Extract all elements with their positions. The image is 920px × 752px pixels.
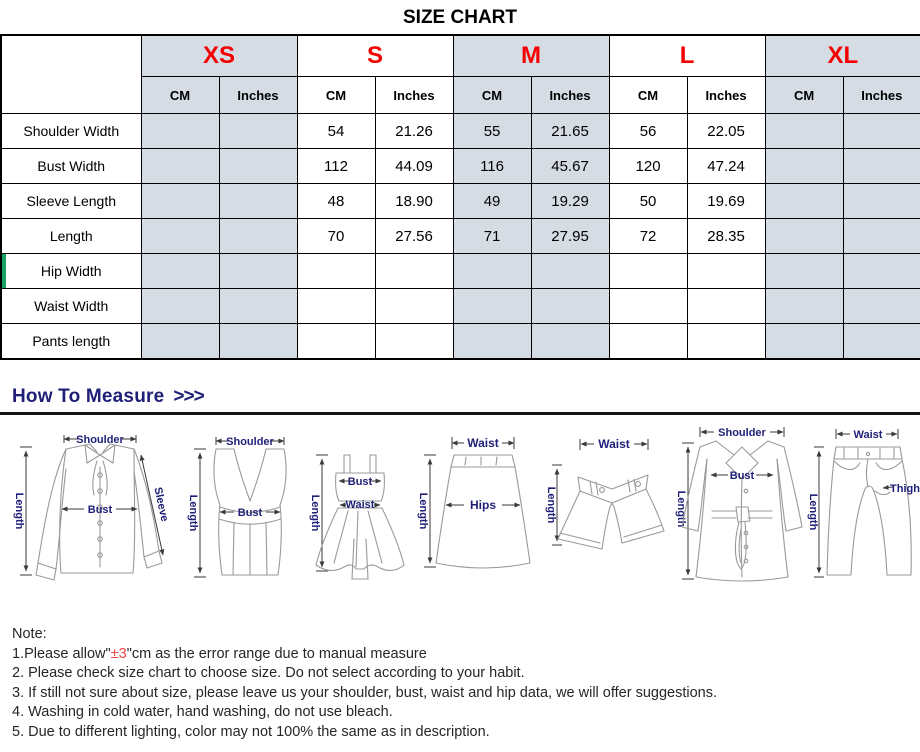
- row-label: Bust Width: [1, 149, 141, 184]
- table-cell: 27.95: [531, 219, 609, 254]
- table-cell: [453, 289, 531, 324]
- table-row: [1, 324, 920, 360]
- row-label: Waist Width: [1, 289, 141, 324]
- garment-skirt-figure: [417, 436, 530, 568]
- unit-header: CM: [297, 77, 375, 114]
- table-cell: [297, 254, 375, 289]
- table-cell: [141, 149, 219, 184]
- tank-shoulder-label: Shoulder: [226, 436, 274, 448]
- corner-cell: [1, 35, 141, 114]
- table-cell: 21.26: [375, 114, 453, 149]
- garment-shorts-figure: [545, 437, 664, 549]
- divider: [0, 412, 920, 415]
- table-cell: 55: [453, 114, 531, 149]
- table-cell: [141, 289, 219, 324]
- note-heading: Note:: [12, 626, 47, 642]
- note-line: 5. Due to different lighting, color may not 100% the same as in description.: [12, 723, 490, 740]
- dress-waist-label: Waist: [345, 499, 375, 511]
- error-range-highlight: ±3: [110, 645, 127, 662]
- table-cell: [531, 324, 609, 360]
- table-cell: [843, 184, 920, 219]
- size-header-xl: XL: [765, 35, 920, 77]
- garment-tank-top-figure: [187, 436, 286, 577]
- table-cell: [765, 254, 843, 289]
- table-cell: 112: [297, 149, 375, 184]
- table-cell: [687, 289, 765, 324]
- dress-length-label: Length: [309, 494, 321, 532]
- table-cell: [609, 254, 687, 289]
- size-header-s: S: [297, 35, 453, 77]
- size-header-row: [1, 35, 920, 77]
- table-cell: [453, 324, 531, 360]
- table-cell: [843, 114, 920, 149]
- tank-bust-label: Bust: [237, 507, 263, 519]
- size-chart-table: [0, 34, 920, 360]
- garment-dress-figure: [309, 455, 404, 579]
- row-label: Pants length: [1, 324, 141, 360]
- size-header-xs: XS: [141, 35, 297, 77]
- row-label: Length: [1, 219, 141, 254]
- skirt-hips-label: Hips: [469, 498, 497, 512]
- table-cell: [141, 114, 219, 149]
- garment-coat-figure: [675, 427, 802, 581]
- note-line: 1.Please allow"±3"cm as the error range due to manual measure: [12, 645, 427, 662]
- tank-length-label: Length: [187, 494, 199, 532]
- unit-header: Inches: [843, 77, 920, 114]
- note-line: 3. If still not sure about size, please leave us your shoulder, bust, waist and hip data, we will offer suggestions.: [12, 684, 717, 701]
- table-cell: [297, 324, 375, 360]
- note-line: 2. Please check size chart to choose size. Do not select according to your habit.: [12, 665, 525, 681]
- shorts-waist-label: Waist: [598, 437, 630, 451]
- table-row: [1, 289, 920, 324]
- size-header-l: L: [609, 35, 765, 77]
- row-label: Sleeve Length: [1, 184, 141, 219]
- shorts-length-label: Length: [545, 486, 557, 524]
- table-cell: 50: [609, 184, 687, 219]
- measure-illustrations: [0, 417, 920, 617]
- table-cell: [375, 289, 453, 324]
- table-cell: 44.09: [375, 149, 453, 184]
- pants-length-label: Length: [807, 493, 819, 531]
- table-cell: 54: [297, 114, 375, 149]
- pants-thigh-label: Thigh: [890, 483, 920, 495]
- table-cell: 28.35: [687, 219, 765, 254]
- table-cell: [219, 219, 297, 254]
- note-line: 4. Washing in cold water, hand washing, do not use bleach.: [12, 704, 393, 720]
- unit-header: CM: [609, 77, 687, 114]
- table-cell: [609, 289, 687, 324]
- table-cell: 72: [609, 219, 687, 254]
- table-cell: 120: [609, 149, 687, 184]
- table-row: [1, 149, 920, 184]
- table-cell: 22.05: [687, 114, 765, 149]
- coat-shoulder-label: Shoulder: [718, 427, 766, 439]
- garment-pants-figure: [807, 429, 920, 577]
- blouse-sleeve-label: Sleeve: [151, 486, 171, 523]
- table-cell: [141, 184, 219, 219]
- pants-waist-label: Waist: [853, 429, 883, 441]
- blouse-length-label: Length: [13, 492, 25, 530]
- table-cell: [765, 289, 843, 324]
- table-cell: [531, 254, 609, 289]
- size-header-m: M: [453, 35, 609, 77]
- table-cell: [375, 324, 453, 360]
- table-cell: [219, 149, 297, 184]
- unit-header: Inches: [687, 77, 765, 114]
- table-cell: [843, 149, 920, 184]
- table-cell: [141, 219, 219, 254]
- unit-header: CM: [141, 77, 219, 114]
- table-cell: [219, 114, 297, 149]
- skirt-length-label: Length: [417, 492, 429, 530]
- unit-header: Inches: [219, 77, 297, 114]
- table-cell: [843, 254, 920, 289]
- unit-header: CM: [765, 77, 843, 114]
- table-cell: 116: [453, 149, 531, 184]
- page-title: SIZE CHART: [403, 7, 517, 28]
- table-cell: 19.29: [531, 184, 609, 219]
- skirt-waist-label: Waist: [467, 436, 499, 450]
- unit-header: CM: [453, 77, 531, 114]
- row-label-selected: Hip Width: [1, 254, 141, 289]
- table-cell: [843, 289, 920, 324]
- table-cell: [531, 289, 609, 324]
- table-cell: [297, 289, 375, 324]
- table-cell: [609, 324, 687, 360]
- table-cell: [453, 254, 531, 289]
- table-row: [1, 219, 920, 254]
- table-cell: [141, 254, 219, 289]
- row-label: Shoulder Width: [1, 114, 141, 149]
- unit-header: Inches: [531, 77, 609, 114]
- table-cell: 47.24: [687, 149, 765, 184]
- coat-length-label: Length: [675, 490, 687, 528]
- table-cell: [765, 149, 843, 184]
- table-cell: 71: [453, 219, 531, 254]
- table-cell: [141, 324, 219, 360]
- table-cell: [765, 324, 843, 360]
- table-cell: [765, 184, 843, 219]
- coat-bust-label: Bust: [729, 470, 755, 482]
- table-cell: 18.90: [375, 184, 453, 219]
- table-cell: 21.65: [531, 114, 609, 149]
- table-cell: [219, 254, 297, 289]
- table-cell: [219, 184, 297, 219]
- table-cell: [765, 219, 843, 254]
- unit-header: Inches: [375, 77, 453, 114]
- table-cell: [687, 254, 765, 289]
- table-cell: [765, 114, 843, 149]
- blouse-shoulder-label: Shoulder: [76, 434, 124, 446]
- blouse-bust-label: Bust: [87, 504, 113, 516]
- table-cell: 70: [297, 219, 375, 254]
- how-to-measure-heading: [12, 386, 920, 408]
- table-cell: [219, 289, 297, 324]
- garment-blouse-figure: [13, 434, 170, 580]
- table-cell: [375, 254, 453, 289]
- table-cell: [687, 324, 765, 360]
- table-cell: 49: [453, 184, 531, 219]
- table-row: [1, 184, 920, 219]
- table-cell: 48: [297, 184, 375, 219]
- how-to-measure-label: How To Measure: [12, 386, 165, 407]
- note-section: [12, 625, 920, 742]
- table-row: [1, 254, 920, 289]
- chevron-right-icon: >>>: [173, 386, 204, 407]
- table-cell: [843, 219, 920, 254]
- table-row: [1, 114, 920, 149]
- dress-bust-label: Bust: [347, 476, 373, 488]
- table-cell: 19.69: [687, 184, 765, 219]
- table-cell: [843, 324, 920, 360]
- table-cell: 56: [609, 114, 687, 149]
- table-cell: 45.67: [531, 149, 609, 184]
- table-cell: [219, 324, 297, 360]
- table-cell: 27.56: [375, 219, 453, 254]
